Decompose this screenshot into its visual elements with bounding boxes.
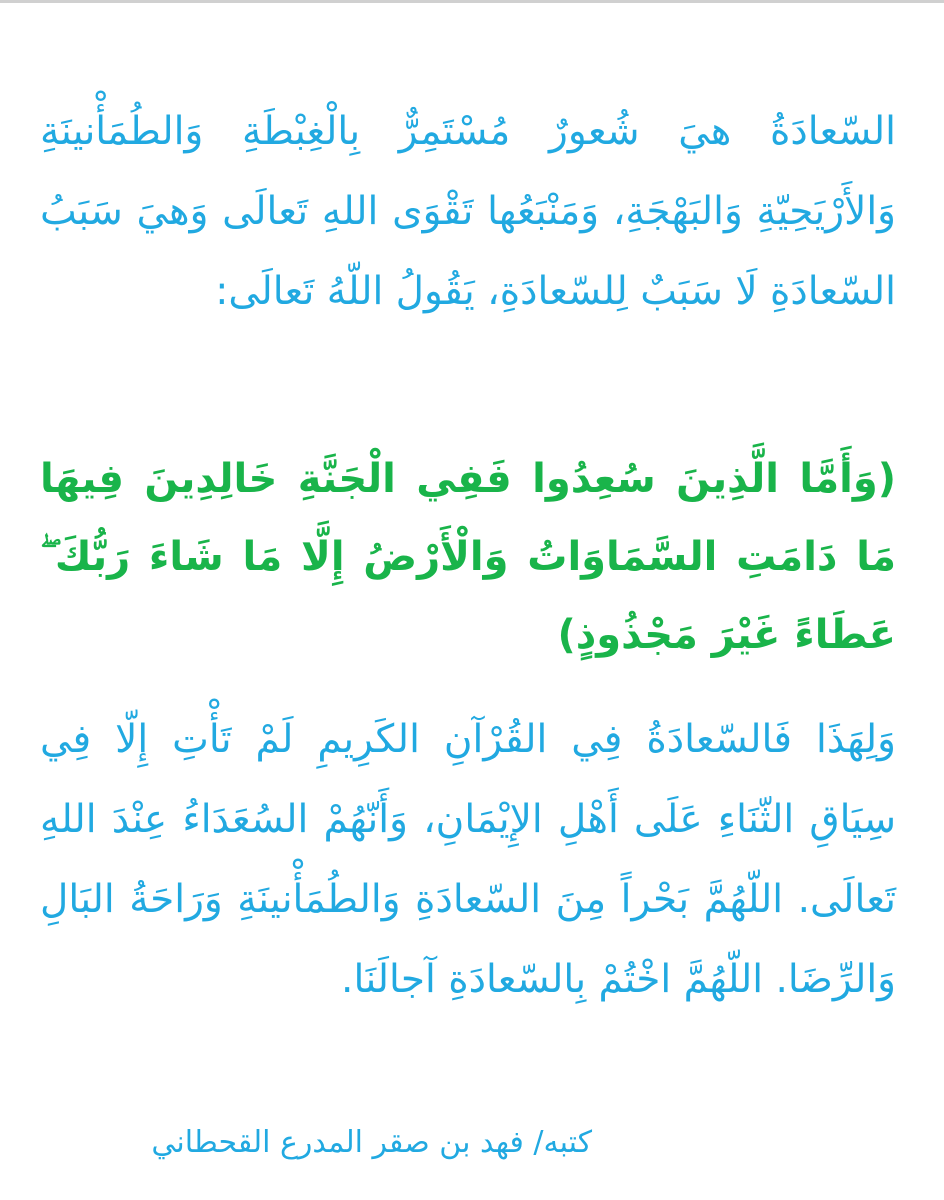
quran-verse: (وَأَمَّا الَّذِينَ سُعِدُوا فَفِي الْجَنَّةِ خَالِدِينَ فِيهَا مَا دَامَتِ السَّمَاوَاتُ وَالْأَرْضُ إِلَّا مَا شَاءَ رَبُّكَ ۖ عَطَاءً غَيْرَ مَجْذُوذٍ): [40, 456, 896, 658]
author-signature: كتبه/ فهد بن صقر المدرع القحطاني: [151, 1125, 592, 1160]
intro-paragraph: السّعادَةُ هيَ شُعورٌ مُسْتَمِرٌّ بِالْغِبْطَةِ وَالطُمَأْنينَةِ وَالأَرْيَحِيّةِ وَالبَهْجَةِ، وَمَنْبَعُها تَقْوَى اللهِ تَعالَى وَهيَ سَبَبُ السّعادَةِ لَا سَبَبٌ لِلسّعادَةِ، يَقُولُ اللّهُ تَعالَى:: [40, 109, 896, 314]
closing-paragraph: وَلِهَذَا فَالسّعادَةُ فِي القُرْآنِ الكَرِيمِ لَمْ تَأْتِ إِلّا فِي سِيَاقِ الثّنَاءِ عَلَى أَهْلِ الإِيْمَانِ، وَأَنّهُمْ السُعَدَاءُ عِنْدَ اللهِ تَعالَى. اللّهُمَّ بَحْراً مِنَ السّعادَةِ وَالطُمَأْنينَةِ وَرَاحَةُ البَالِ وَالرِّضَا. اللّهُمَّ اخْتُمْ بِالسّعادَةِ آجالَنَا.: [40, 717, 896, 1002]
